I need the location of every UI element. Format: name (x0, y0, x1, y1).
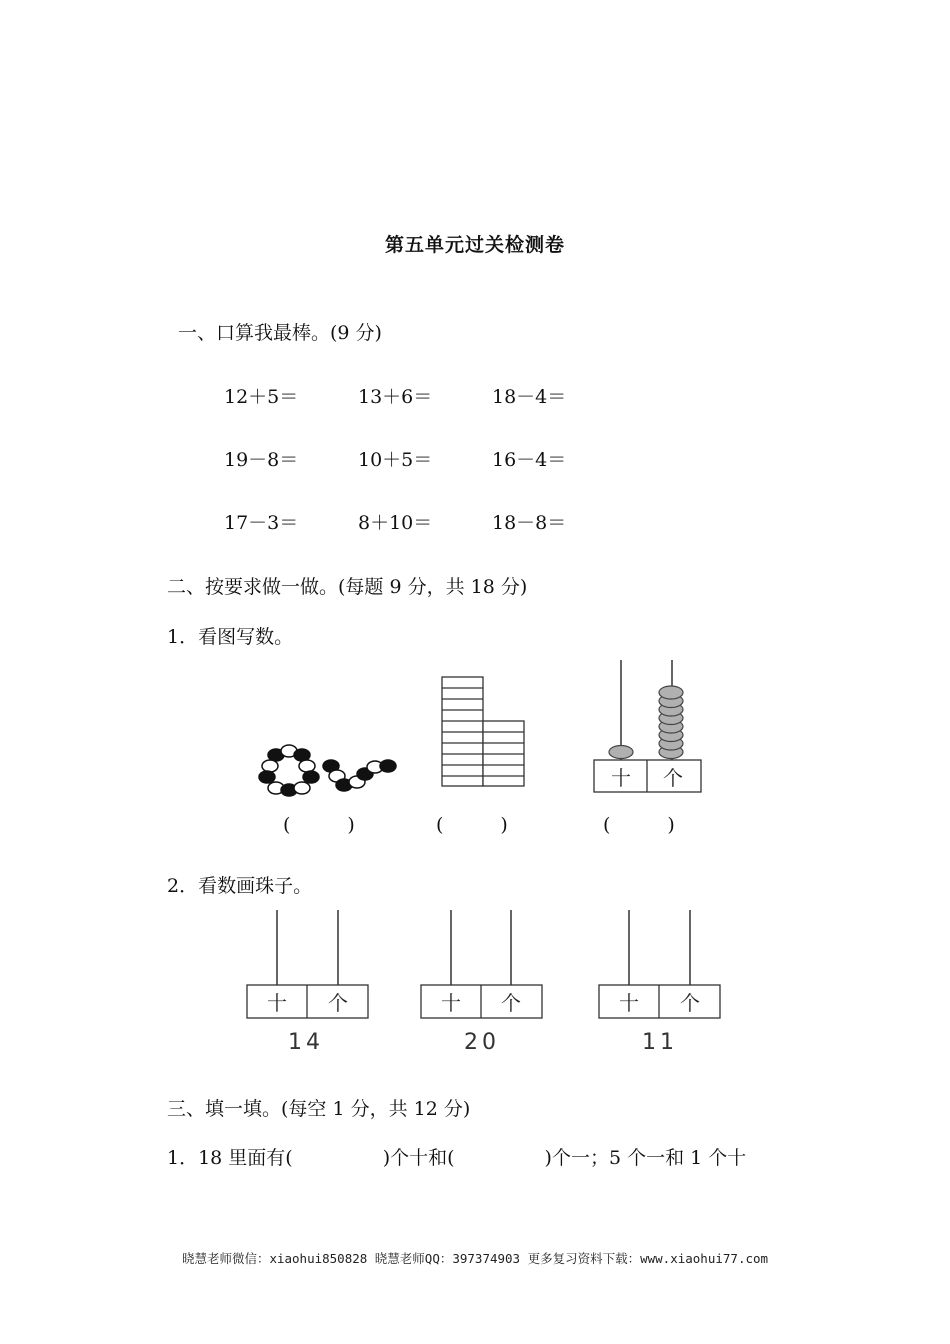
answer-blank[interactable]: ( ) (603, 814, 675, 836)
target-number: 11 (642, 1030, 678, 1055)
answer-blank[interactable]: ( ) (436, 814, 508, 836)
answer-blank[interactable]: ( ) (283, 814, 355, 836)
ones-label: 个 (663, 766, 683, 790)
ones-label: 个 (328, 991, 348, 1015)
tens-label: 十 (267, 991, 287, 1015)
equation: 18－8＝ (492, 512, 567, 534)
question-text: 1．18 里面有( (167, 1147, 293, 1169)
equation: 10＋5＝ (358, 449, 433, 471)
equation: 16－4＝ (492, 449, 567, 471)
equation: 19－8＝ (224, 449, 299, 471)
question-text: )个十和( (382, 1147, 455, 1169)
target-number: 14 (288, 1030, 324, 1055)
question-text: )个一；5 个一和 1 个十 (544, 1147, 747, 1169)
section3-heading: 三、填一填。(每空 1 分，共 12 分) (167, 1098, 471, 1120)
question-label: 2．看数画珠子。 (167, 875, 313, 897)
tens-label: 十 (441, 991, 461, 1015)
equation: 13＋6＝ (358, 386, 433, 408)
equation: 18－4＝ (492, 386, 567, 408)
tens-label: 十 (611, 766, 631, 790)
equation: 8＋10＝ (358, 512, 433, 534)
equation: 17－3＝ (224, 512, 299, 534)
equation: 12＋5＝ (224, 386, 299, 408)
ones-label: 个 (680, 991, 700, 1015)
ones-label: 个 (501, 991, 521, 1015)
page-title: 第五单元过关检测卷 (384, 234, 565, 256)
target-number: 20 (464, 1030, 500, 1055)
footer-contact: 晓慧老师微信：xiaohui850828 晓慧老师QQ：397374903 更多复习资料下载：www.xiaohui77.com (181, 1251, 769, 1266)
fill-in-question (167, 1143, 746, 1170)
tens-label: 十 (619, 991, 639, 1015)
section2-heading: 二、按要求做一做。(每题 9 分，共 18 分) (167, 576, 528, 598)
section1-heading: 一、口算我最棒。(9 分) (178, 322, 382, 344)
question-label: 1．看图写数。 (167, 626, 294, 648)
